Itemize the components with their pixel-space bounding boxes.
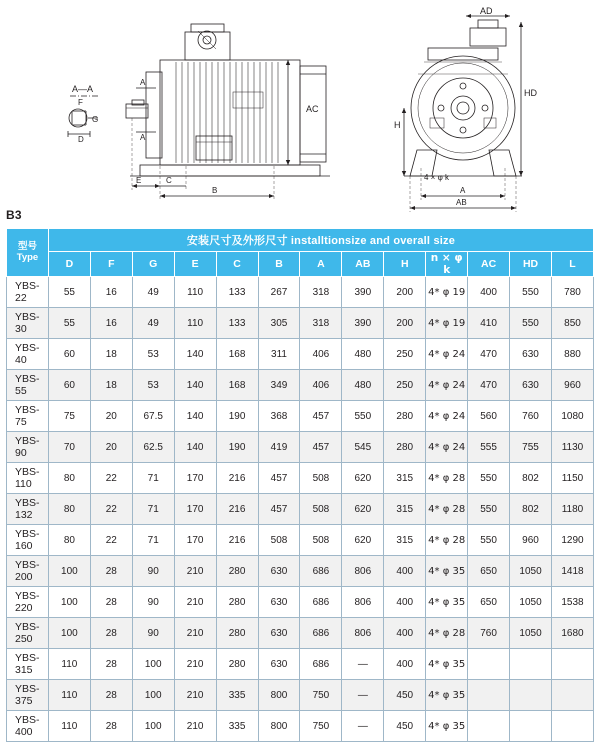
cell-G: 62.5 — [132, 432, 174, 463]
cell-model: YBS-75 — [7, 401, 49, 432]
cell-C: 190 — [216, 432, 258, 463]
cell-D: 80 — [48, 525, 90, 556]
cell-F: 28 — [90, 587, 132, 618]
cell-D: 80 — [48, 463, 90, 494]
col-nk: n × φ k — [426, 252, 468, 277]
cell-G: 67.5 — [132, 401, 174, 432]
cell-C: 216 — [216, 463, 258, 494]
cell-A: 318 — [300, 277, 342, 308]
cell-D: 55 — [48, 308, 90, 339]
cell-model: YBS-55 — [7, 370, 49, 401]
cell-A: 457 — [300, 432, 342, 463]
cell-AB: 806 — [342, 618, 384, 649]
cell-L: 780 — [551, 277, 593, 308]
svg-text:E: E — [136, 176, 142, 185]
col-D: D — [48, 252, 90, 277]
svg-text:B: B — [212, 186, 218, 195]
col-H: H — [384, 252, 426, 277]
table-row — [7, 339, 594, 370]
cell-G: 71 — [132, 463, 174, 494]
table-row — [7, 525, 594, 556]
cell-E: 210 — [174, 587, 216, 618]
table-row — [7, 587, 594, 618]
cell-HD: 1050 — [510, 618, 552, 649]
cell-HD — [510, 711, 552, 742]
col-AB: AB — [342, 252, 384, 277]
cell-H: 280 — [384, 432, 426, 463]
cell-nk: 4* φ 24 — [426, 401, 468, 432]
cell-AB: 806 — [342, 587, 384, 618]
table-body — [7, 277, 594, 742]
table-title: 安装尺寸及外形尺寸 installtionsize and overall size — [48, 229, 593, 252]
table-row — [7, 277, 594, 308]
cell-A: 318 — [300, 308, 342, 339]
cell-D: 70 — [48, 432, 90, 463]
cell-F: 28 — [90, 618, 132, 649]
cell-C: 335 — [216, 680, 258, 711]
table-column-row — [7, 252, 594, 277]
cell-AB: 545 — [342, 432, 384, 463]
cell-nk: 4* φ 35 — [426, 711, 468, 742]
cell-D: 80 — [48, 494, 90, 525]
cell-H: 200 — [384, 277, 426, 308]
cell-AC: 650 — [468, 556, 510, 587]
cell-L: 1130 — [551, 432, 593, 463]
cell-HD: 960 — [510, 525, 552, 556]
cell-G: 49 — [132, 277, 174, 308]
cell-nk: 4* φ 28 — [426, 525, 468, 556]
cell-L: 1080 — [551, 401, 593, 432]
col-L: L — [551, 252, 593, 277]
cell-L — [551, 680, 593, 711]
cell-AB: 620 — [342, 463, 384, 494]
svg-text:AB: AB — [456, 198, 467, 207]
type-header-cn: 型号 — [17, 240, 37, 252]
cell-model: YBS-200 — [7, 556, 49, 587]
cell-F: 18 — [90, 339, 132, 370]
cell-F: 16 — [90, 308, 132, 339]
cell-model: YBS-30 — [7, 308, 49, 339]
cell-E: 170 — [174, 525, 216, 556]
cell-AB: 480 — [342, 370, 384, 401]
table-row — [7, 308, 594, 339]
cell-AB: — — [342, 649, 384, 680]
cell-H: 250 — [384, 339, 426, 370]
cell-F: 22 — [90, 525, 132, 556]
cell-HD — [510, 680, 552, 711]
cell-C: 216 — [216, 525, 258, 556]
cell-B: 349 — [258, 370, 300, 401]
cell-D: 55 — [48, 277, 90, 308]
svg-text:HD: HD — [524, 88, 537, 98]
cell-G: 71 — [132, 525, 174, 556]
cell-B: 311 — [258, 339, 300, 370]
cell-H: 450 — [384, 680, 426, 711]
cell-nk: 4* φ 35 — [426, 649, 468, 680]
cell-L: 1538 — [551, 587, 593, 618]
cell-E: 110 — [174, 277, 216, 308]
cell-G: 90 — [132, 618, 174, 649]
cell-HD: 550 — [510, 277, 552, 308]
cell-model: YBS-315 — [7, 649, 49, 680]
cell-E: 140 — [174, 370, 216, 401]
cell-E: 170 — [174, 494, 216, 525]
cell-C: 133 — [216, 308, 258, 339]
cell-H: 315 — [384, 525, 426, 556]
cell-A: 457 — [300, 401, 342, 432]
svg-text:G: G — [92, 115, 99, 124]
cell-A: 508 — [300, 525, 342, 556]
cell-B: 630 — [258, 649, 300, 680]
cell-AC: 555 — [468, 432, 510, 463]
cell-E: 210 — [174, 711, 216, 742]
cell-AC: 560 — [468, 401, 510, 432]
cell-AB: 806 — [342, 556, 384, 587]
cell-H: 315 — [384, 494, 426, 525]
cell-C: 168 — [216, 370, 258, 401]
cell-D: 100 — [48, 618, 90, 649]
cell-E: 210 — [174, 649, 216, 680]
cell-C: 216 — [216, 494, 258, 525]
cell-H: 450 — [384, 711, 426, 742]
cell-A: 750 — [300, 711, 342, 742]
cell-L: 880 — [551, 339, 593, 370]
cell-A: 508 — [300, 463, 342, 494]
cell-A: 686 — [300, 556, 342, 587]
cell-HD: 630 — [510, 339, 552, 370]
cell-F: 28 — [90, 556, 132, 587]
cell-nk: 4* φ 35 — [426, 587, 468, 618]
cell-nk: 4* φ 28 — [426, 618, 468, 649]
svg-text:AD: AD — [480, 6, 493, 16]
cell-E: 140 — [174, 401, 216, 432]
cell-L: 1180 — [551, 494, 593, 525]
svg-text:A: A — [140, 78, 146, 87]
table-row — [7, 649, 594, 680]
cell-E: 170 — [174, 463, 216, 494]
cell-E: 110 — [174, 308, 216, 339]
svg-text:F: F — [78, 98, 83, 107]
cell-A: 750 — [300, 680, 342, 711]
cell-AC: 650 — [468, 587, 510, 618]
technical-drawing — [0, 0, 600, 222]
cell-HD: 550 — [510, 308, 552, 339]
cell-HD: 1050 — [510, 587, 552, 618]
cell-model: YBS-90 — [7, 432, 49, 463]
cell-G: 100 — [132, 711, 174, 742]
cell-nk: 4* φ 28 — [426, 494, 468, 525]
cell-L: 1290 — [551, 525, 593, 556]
cell-F: 28 — [90, 649, 132, 680]
type-header — [7, 229, 49, 277]
col-E: E — [174, 252, 216, 277]
cell-C: 280 — [216, 587, 258, 618]
cell-E: 210 — [174, 680, 216, 711]
cell-B: 630 — [258, 556, 300, 587]
cell-model: YBS-220 — [7, 587, 49, 618]
cell-B: 267 — [258, 277, 300, 308]
table-title-row — [7, 229, 594, 252]
cell-model: YBS-110 — [7, 463, 49, 494]
cell-G: 90 — [132, 556, 174, 587]
col-G: G — [132, 252, 174, 277]
cell-L: 850 — [551, 308, 593, 339]
svg-text:C: C — [166, 176, 172, 185]
table-row — [7, 494, 594, 525]
cell-model: YBS-22 — [7, 277, 49, 308]
cell-HD: 630 — [510, 370, 552, 401]
cell-F: 20 — [90, 401, 132, 432]
cell-L — [551, 711, 593, 742]
cell-D: 100 — [48, 587, 90, 618]
svg-text:4 × φ k: 4 × φ k — [424, 173, 449, 182]
cell-HD: 760 — [510, 401, 552, 432]
cell-E: 140 — [174, 432, 216, 463]
cell-model: YBS-250 — [7, 618, 49, 649]
cell-F: 20 — [90, 432, 132, 463]
cell-AB: 390 — [342, 308, 384, 339]
cell-D: 100 — [48, 556, 90, 587]
col-A: A — [300, 252, 342, 277]
cell-F: 18 — [90, 370, 132, 401]
cell-C: 280 — [216, 649, 258, 680]
cell-H: 280 — [384, 401, 426, 432]
cell-H: 400 — [384, 587, 426, 618]
cell-AC — [468, 680, 510, 711]
cell-AC: 760 — [468, 618, 510, 649]
cell-D: 110 — [48, 711, 90, 742]
table-row — [7, 680, 594, 711]
cell-AC — [468, 649, 510, 680]
cell-AB: 480 — [342, 339, 384, 370]
cell-F: 16 — [90, 277, 132, 308]
cell-nk: 4* φ 24 — [426, 370, 468, 401]
cell-B: 457 — [258, 463, 300, 494]
cell-B: 800 — [258, 711, 300, 742]
cell-model: YBS-400 — [7, 711, 49, 742]
cell-model: YBS-40 — [7, 339, 49, 370]
cell-C: 280 — [216, 618, 258, 649]
cell-G: 100 — [132, 649, 174, 680]
table-row — [7, 432, 594, 463]
cell-G: 53 — [132, 339, 174, 370]
cell-B: 368 — [258, 401, 300, 432]
svg-text:H: H — [394, 120, 401, 130]
cell-nk: 4* φ 24 — [426, 339, 468, 370]
cell-E: 210 — [174, 618, 216, 649]
cell-A: 686 — [300, 587, 342, 618]
svg-text:A: A — [460, 186, 466, 195]
cell-AB: — — [342, 680, 384, 711]
cell-nk: 4* φ 35 — [426, 680, 468, 711]
cell-nk: 4* φ 28 — [426, 463, 468, 494]
cell-AB: 620 — [342, 525, 384, 556]
cell-G: 90 — [132, 587, 174, 618]
cell-nk: 4* φ 35 — [426, 556, 468, 587]
cell-F: 28 — [90, 711, 132, 742]
cell-B: 630 — [258, 587, 300, 618]
cell-D: 110 — [48, 649, 90, 680]
cell-B: 508 — [258, 525, 300, 556]
cell-AB: — — [342, 711, 384, 742]
cell-G: 49 — [132, 308, 174, 339]
cell-H: 400 — [384, 556, 426, 587]
figure-caption: B3 — [6, 208, 22, 222]
cell-D: 110 — [48, 680, 90, 711]
cell-B: 305 — [258, 308, 300, 339]
cell-A: 508 — [300, 494, 342, 525]
cell-D: 75 — [48, 401, 90, 432]
cell-A: 406 — [300, 370, 342, 401]
cell-B: 800 — [258, 680, 300, 711]
cell-C: 280 — [216, 556, 258, 587]
cell-F: 22 — [90, 463, 132, 494]
table-row — [7, 401, 594, 432]
cell-C: 133 — [216, 277, 258, 308]
cell-H: 400 — [384, 618, 426, 649]
col-HD: HD — [510, 252, 552, 277]
cell-B: 630 — [258, 618, 300, 649]
svg-text:D: D — [78, 135, 84, 144]
col-B: B — [258, 252, 300, 277]
col-C: C — [216, 252, 258, 277]
cell-E: 210 — [174, 556, 216, 587]
cell-AC: 470 — [468, 339, 510, 370]
cell-HD — [510, 649, 552, 680]
cell-G: 71 — [132, 494, 174, 525]
cell-AC: 550 — [468, 525, 510, 556]
cell-AC: 470 — [468, 370, 510, 401]
col-AC: AC — [468, 252, 510, 277]
cell-AC: 410 — [468, 308, 510, 339]
cell-H: 200 — [384, 308, 426, 339]
cell-A: 686 — [300, 649, 342, 680]
svg-text:A—A: A—A — [72, 84, 94, 94]
cell-D: 60 — [48, 370, 90, 401]
table-row — [7, 370, 594, 401]
cell-G: 53 — [132, 370, 174, 401]
cell-E: 140 — [174, 339, 216, 370]
cell-AB: 550 — [342, 401, 384, 432]
dimensions-table — [6, 228, 594, 742]
cell-F: 28 — [90, 680, 132, 711]
cell-C: 335 — [216, 711, 258, 742]
svg-text:A: A — [140, 133, 146, 142]
cell-nk: 4* φ 19 — [426, 277, 468, 308]
cell-model: YBS-132 — [7, 494, 49, 525]
dimensions-table-wrap — [6, 228, 594, 742]
cell-B: 457 — [258, 494, 300, 525]
cell-L: 1680 — [551, 618, 593, 649]
cell-G: 100 — [132, 680, 174, 711]
table-row — [7, 556, 594, 587]
cell-AB: 620 — [342, 494, 384, 525]
cell-A: 406 — [300, 339, 342, 370]
cell-HD: 802 — [510, 494, 552, 525]
cell-HD: 755 — [510, 432, 552, 463]
cell-L — [551, 649, 593, 680]
type-header-en: Type — [16, 251, 39, 263]
cell-nk: 4* φ 19 — [426, 308, 468, 339]
cell-A: 686 — [300, 618, 342, 649]
cell-F: 22 — [90, 494, 132, 525]
cell-AC — [468, 711, 510, 742]
cell-HD: 1050 — [510, 556, 552, 587]
cell-H: 400 — [384, 649, 426, 680]
cell-AC: 400 — [468, 277, 510, 308]
cell-nk: 4* φ 24 — [426, 432, 468, 463]
table-row — [7, 618, 594, 649]
cell-L: 1150 — [551, 463, 593, 494]
cell-AC: 550 — [468, 463, 510, 494]
cell-model: YBS-160 — [7, 525, 49, 556]
cell-B: 419 — [258, 432, 300, 463]
cell-L: 1418 — [551, 556, 593, 587]
cell-model: YBS-375 — [7, 680, 49, 711]
col-F: F — [90, 252, 132, 277]
svg-text:AC: AC — [306, 104, 319, 114]
table-row — [7, 463, 594, 494]
cell-D: 60 — [48, 339, 90, 370]
cell-H: 250 — [384, 370, 426, 401]
cell-AC: 550 — [468, 494, 510, 525]
cell-HD: 802 — [510, 463, 552, 494]
cell-AB: 390 — [342, 277, 384, 308]
table-row — [7, 711, 594, 742]
cell-H: 315 — [384, 463, 426, 494]
cell-C: 168 — [216, 339, 258, 370]
cell-L: 960 — [551, 370, 593, 401]
cell-C: 190 — [216, 401, 258, 432]
